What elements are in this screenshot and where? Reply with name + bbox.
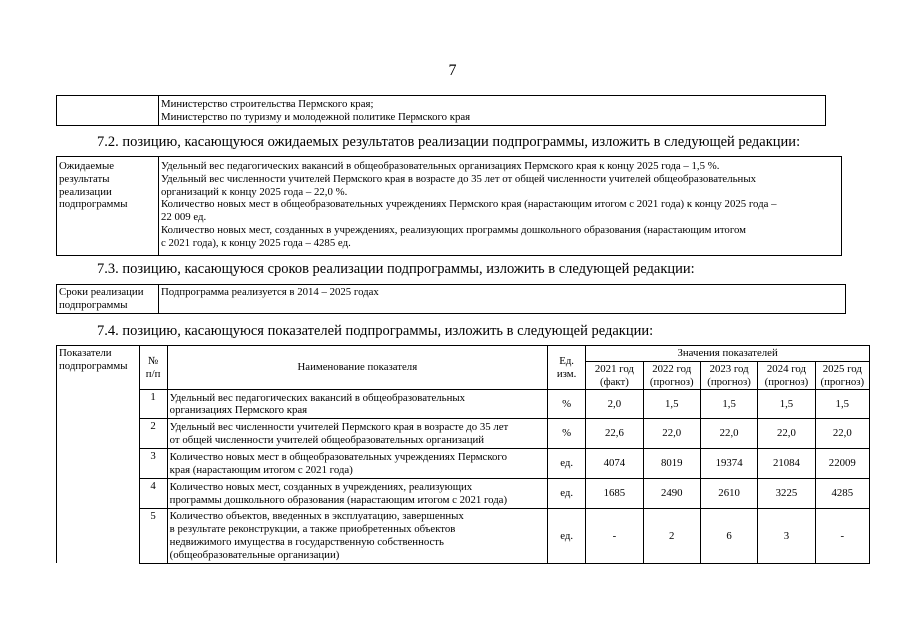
row-value: 21084	[758, 449, 815, 479]
row-number: 2	[139, 419, 167, 449]
table-row	[57, 449, 870, 479]
row-value: 22,0	[758, 419, 815, 449]
result-line: организаций к концу 2025 года – 22,0 %.	[161, 185, 348, 198]
page-number: 7	[448, 62, 457, 79]
label-spacer	[57, 509, 140, 563]
terms-label-cell: Сроки реализации подпрограммы	[57, 285, 159, 314]
row-value: 6	[700, 509, 757, 563]
row-value: 3225	[758, 479, 815, 509]
terms-table	[56, 284, 846, 314]
result-line: с 2021 года), к концу 2025 года – 4285 ед.	[161, 236, 351, 249]
table-row	[57, 509, 870, 563]
ministry-line: Министерство по туризму и молодежной политике Пермского края	[161, 110, 471, 123]
row-name: Количество новых мест в общеобразовательных учреждениях Пермского края (нарастающим итогом с 2021 года)	[167, 449, 547, 479]
row-value: 22,6	[586, 419, 643, 449]
label-spacer	[57, 479, 140, 509]
row-number: 1	[139, 390, 167, 419]
paragraph-7-2: 7.2. позицию, касающуюся ожидаемых результатов реализации подпрограммы, изложить в следующей редакции:	[97, 134, 801, 150]
ministries-table	[56, 95, 826, 126]
row-value: -	[815, 509, 869, 563]
row-name: Количество новых мест, созданных в учреждениях, реализующих программы дошкольного образования (нарастающим итогом с 2021 года)	[167, 479, 547, 509]
label-spacer	[57, 419, 140, 449]
header-year: 2022 год (прогноз)	[643, 361, 700, 390]
result-line: Удельный вес педагогических вакансий в общеобразовательных организациях Пермского края к концу 2025 года – 1,5 %.	[161, 160, 720, 172]
header-values: Значения показателей	[586, 346, 870, 362]
ministries-cell	[159, 96, 826, 126]
result-line: Количество новых мест в общеобразовательных учреждениях Пермского края (нарастающим итогом с 2021 года) к концу 2025 года –	[161, 198, 777, 211]
row-value: 3	[758, 509, 815, 563]
results-table	[56, 156, 842, 256]
row-value: 1,5	[643, 390, 700, 419]
row-value: 2610	[700, 479, 757, 509]
row-value: 8019	[643, 449, 700, 479]
row-unit: ед.	[548, 509, 586, 563]
row-value: 4285	[815, 479, 869, 509]
row-value: -	[586, 509, 643, 563]
label-spacer	[57, 449, 140, 479]
table-row	[57, 390, 870, 419]
header-name: Наименование показателя	[167, 346, 547, 390]
header-year: 2023 год (прогноз)	[700, 361, 757, 390]
row-value: 2490	[643, 479, 700, 509]
row-number: 4	[139, 479, 167, 509]
result-line: 22 009 ед.	[161, 211, 207, 224]
row-number: 3	[139, 449, 167, 479]
ministries-label-cell	[57, 96, 159, 126]
row-value: 22,0	[643, 419, 700, 449]
result-line: Удельный вес численности учителей Пермского края в возрасте до 35 лет от общей численности учителей общеобразовательных	[161, 172, 756, 185]
header-unit: Ед. изм.	[548, 346, 586, 390]
paragraph-7-4: 7.4. позицию, касающуюся показателей подпрограммы, изложить в следующей редакции:	[97, 323, 654, 339]
paragraph-7-3: 7.3. позицию, касающуюся сроков реализации подпрограммы, изложить в следующей редакции:	[97, 261, 695, 277]
result-line: Количество новых мест, созданных в учреждениях, реализующих программы дошкольного образования (нарастающим итогом	[161, 223, 747, 236]
results-label-cell: Ожидаемые результаты реализации подпрограммы	[57, 157, 159, 256]
row-unit: %	[548, 419, 586, 449]
indicators-table	[56, 345, 870, 564]
row-value: 1685	[586, 479, 643, 509]
row-name: Удельный вес педагогических вакансий в общеобразовательных организациях Пермского края	[167, 390, 547, 419]
header-year: 2024 год (прогноз)	[758, 361, 815, 390]
row-value: 22,0	[815, 419, 869, 449]
table-row	[57, 419, 870, 449]
row-unit: %	[548, 390, 586, 419]
row-value: 1,5	[758, 390, 815, 419]
row-name: Количество объектов, введенных в эксплуатацию, завершенных в результате реконструкции, а также приобретенных объектов недвижимого имущества в государственную собственность (общеобразовательные организации)	[167, 509, 547, 563]
row-value: 2	[643, 509, 700, 563]
row-value: 1,5	[815, 390, 869, 419]
row-value: 2,0	[586, 390, 643, 419]
row-value: 22,0	[700, 419, 757, 449]
ministry-line: Министерство строительства Пермского края;	[161, 98, 374, 110]
header-num: № п/п	[139, 346, 167, 390]
row-unit: ед.	[548, 479, 586, 509]
indicators-label-cell: Показатели подпрограммы	[57, 346, 140, 419]
terms-value-cell: Подпрограмма реализуется в 2014 – 2025 годах	[159, 285, 846, 314]
row-value: 1,5	[700, 390, 757, 419]
row-unit: ед.	[548, 449, 586, 479]
results-cell	[159, 157, 842, 256]
row-value: 19374	[700, 449, 757, 479]
header-year: 2025 год (прогноз)	[815, 361, 869, 390]
row-value: 22009	[815, 449, 869, 479]
table-row	[57, 479, 870, 509]
row-name: Удельный вес численности учителей Пермского края в возрасте до 35 лет от общей численности учителей общеобразовательных организаций	[167, 419, 547, 449]
row-number: 5	[139, 509, 167, 563]
row-value: 4074	[586, 449, 643, 479]
header-year: 2021 год (факт)	[586, 361, 643, 390]
